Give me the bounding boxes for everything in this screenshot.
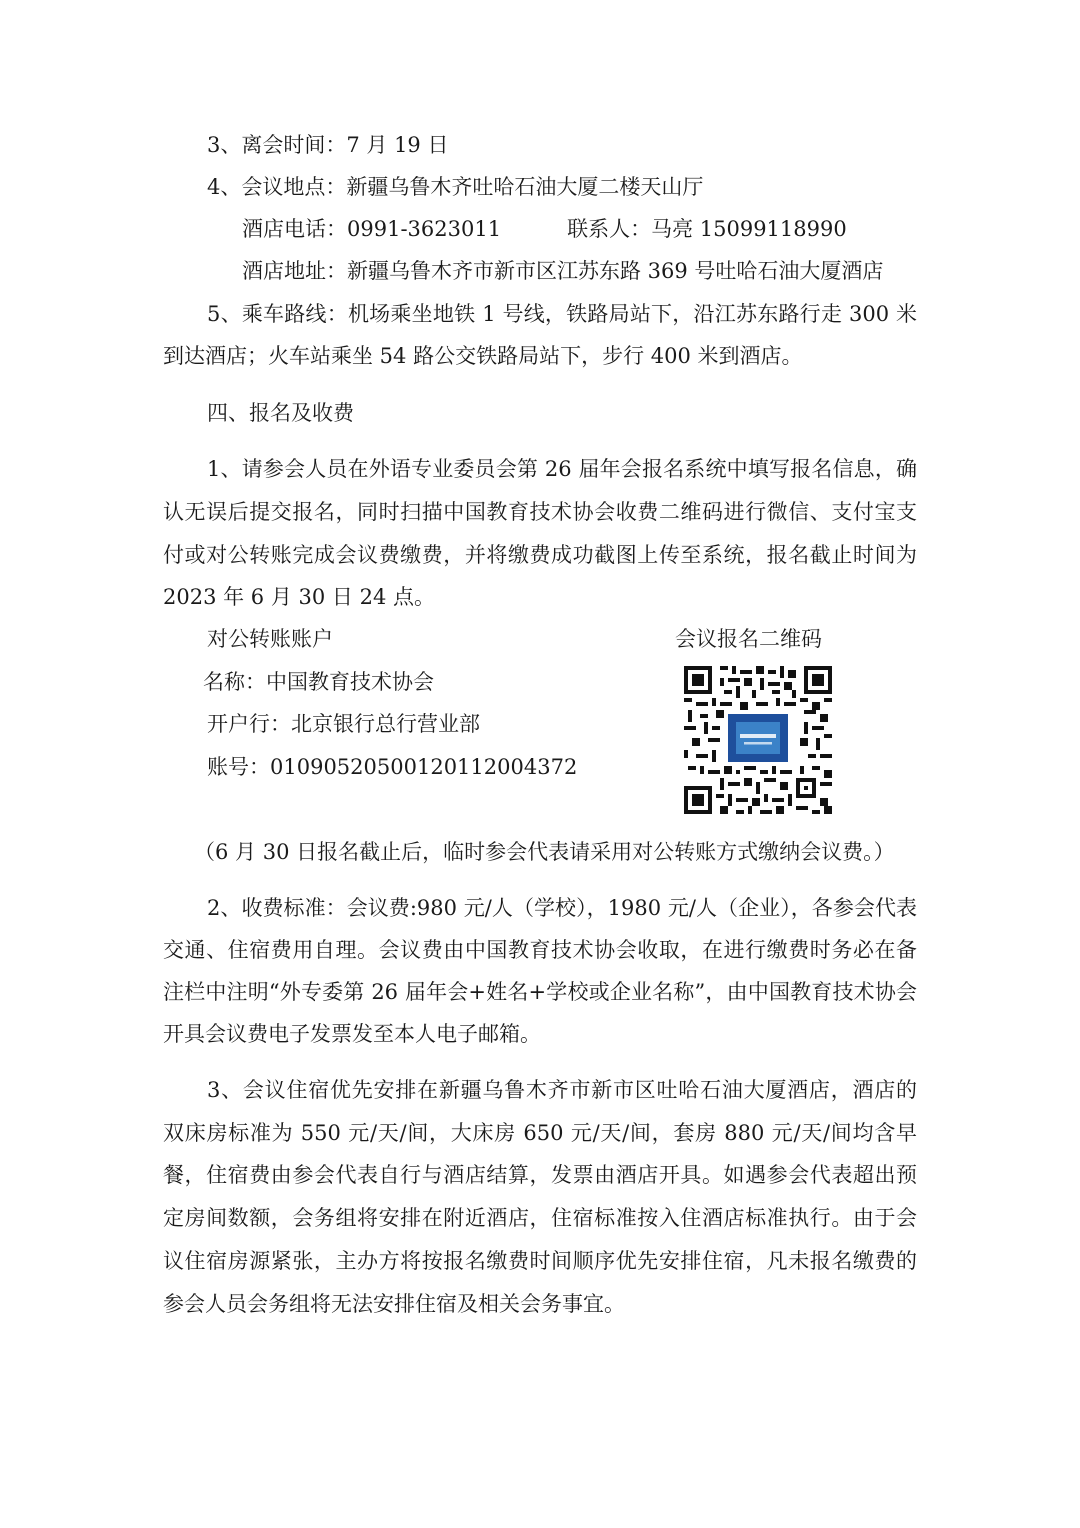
contact-person: 联系人：马亮 15099118990 [567, 217, 847, 241]
registration-qr-code[interactable] [684, 666, 832, 814]
registration-line-1: 1、请参会人员在外语专业委员会第 26 届年会报名系统中填写报名信息，确 [207, 457, 917, 481]
lodging-line-3: 餐，住宿费由参会代表自行与酒店结算，发票由酒店开具。如遇参会代表超出预 [163, 1163, 917, 1187]
route-line-2: 到达酒店；火车站乘坐 54 路公交铁路局站下，步行 400 米到酒店。 [163, 344, 803, 368]
lodging-line-2: 双床房标准为 550 元/天/间，大床房 650 元/天/间，套房 880 元/天/间均含早 [163, 1121, 917, 1145]
route-line-1: 5、乘车路线：机场乘坐地铁 1 号线，铁路局站下，沿江苏东路行走 300 米 [207, 302, 917, 326]
lodging-line-5: 议住宿房源紧张，主办方将按报名缴费时间顺序优先安排住宿，凡未报名缴费的 [163, 1249, 917, 1273]
hotel-phone: 酒店电话：0991-3623011 [242, 217, 502, 241]
fee-line-2: 交通、住宿费用自理。会议费由中国教育技术协会收取，在进行缴费时务必在备 [163, 938, 917, 962]
lodging-line-4: 定房间数额，会务组将安排在附近酒店，住宿标准按入住酒店标准执行。由于会 [163, 1206, 917, 1230]
account-number: 账号：01090520500120112004372 [207, 755, 578, 779]
registration-line-4: 2023 年 6 月 30 日 24 点。 [163, 585, 435, 609]
registration-line-2: 认无误后提交报名，同时扫描中国教育技术协会收费二维码进行微信、支付宝支 [163, 500, 917, 524]
meeting-venue: 4、会议地点：新疆乌鲁木齐吐哈石油大厦二楼天山厅 [207, 175, 704, 199]
hotel-address: 酒店地址：新疆乌鲁木齐市新市区江苏东路 369 号吐哈石油大厦酒店 [242, 259, 884, 283]
departure-time: 3、离会时间：7 月 19 日 [207, 133, 449, 157]
account-title: 对公转账账户 [207, 627, 333, 651]
account-name: 名称：中国教育技术协会 [203, 670, 434, 694]
fee-line-3: 注栏中注明“外专委第 26 届年会+姓名+学校或企业名称”，由中国教育技术协会 [163, 980, 917, 1004]
fee-line-1: 2、收费标准：会议费:980 元/人（学校），1980 元/人（企业），各参会代表 [207, 896, 917, 920]
section-heading-registration: 四、报名及收费 [207, 401, 354, 425]
lodging-line-6: 参会人员会务组将无法安排住宿及相关会务事宜。 [163, 1292, 625, 1316]
account-bank: 开户行：北京银行总行营业部 [207, 712, 480, 736]
deadline-note: （6 月 30 日报名截止后，临时参会代表请采用对公转账方式缴纳会议费。） [194, 840, 895, 864]
qr-code-title: 会议报名二维码 [675, 627, 822, 651]
lodging-line-1: 3、会议住宿优先安排在新疆乌鲁木齐市新市区吐哈石油大厦酒店，酒店的 [207, 1078, 917, 1102]
fee-line-4: 开具会议费电子发票发至本人电子邮箱。 [163, 1022, 541, 1046]
registration-line-3: 付或对公转账完成会议费缴费，并将缴费成功截图上传至系统，报名截止时间为 [163, 543, 917, 567]
hotel-phone-line [242, 214, 917, 244]
